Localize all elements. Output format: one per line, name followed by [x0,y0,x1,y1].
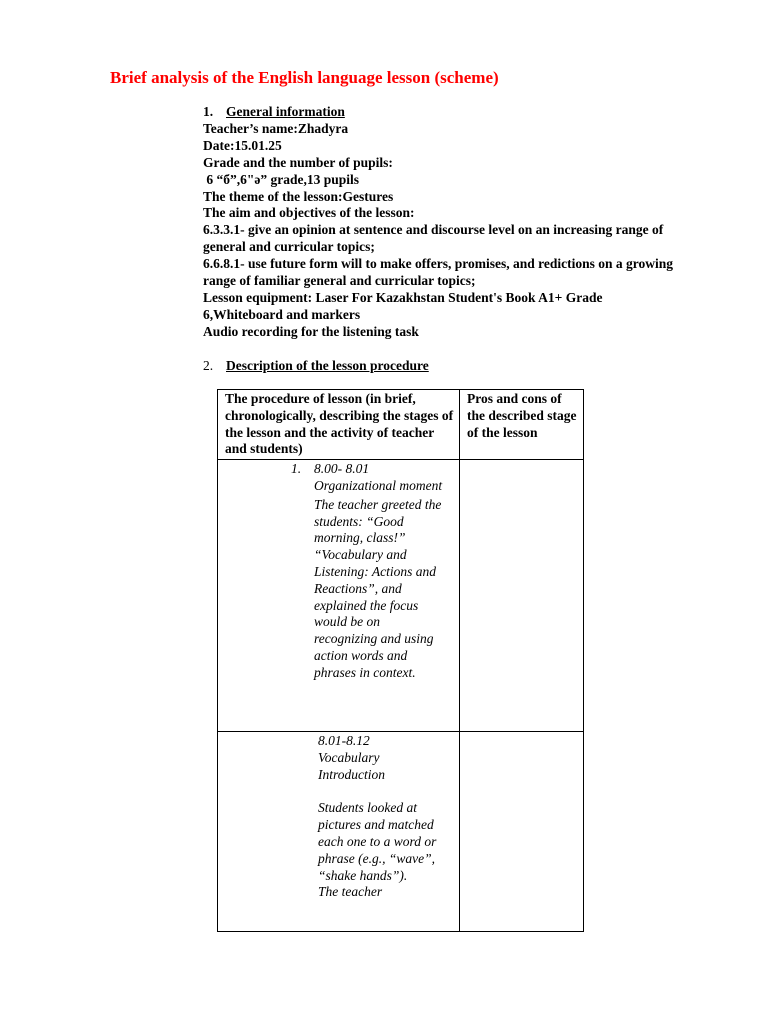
row2-text-continued: The teacher [318,884,383,900]
header-procedure: The procedure of lesson (in brief, chronologically, describing the stages of the lesson and the activity of teacher and students) [218,390,460,460]
objective-2: 6.6.8.1- use future form will to make offers, promises, and redictions on a growing range of familiar general and curricular topics; [203,256,673,289]
objective-1: 6.3.3.1- give an opinion at sentence and discourse level on an increasing range of general and curricular topics; [203,222,664,255]
document-title: Brief analysis of the English language lesson (scheme) [110,68,499,87]
general-information-section [203,104,703,341]
audio-equipment: Audio recording for the listening task [203,323,419,339]
pros-cons-cell-1 [460,460,584,732]
lesson-procedure-table [217,389,584,932]
pros-cons-cell-2 [460,732,584,932]
grade-value: 6 “б”,6"ә” grade,13 pupils [203,171,360,187]
section2-heading-line [203,358,429,374]
row1-time: 8.00- 8.01 [314,461,370,477]
teacher-name: Teacher’s name:Zhadyra [203,120,349,136]
table-header-row [218,390,584,460]
section2-heading: Description of the lesson procedure [226,358,429,373]
procedure-cell-1 [218,460,460,732]
row1-number: 1. [291,461,302,477]
row2-stage: Vocabulary Introduction [318,749,385,782]
section1-heading-line [203,104,703,121]
lesson-equipment: Lesson equipment: Laser For Kazakhstan Student's Book A1+ Grade 6,Whiteboard and markers [203,289,603,322]
procedure-cell-2 [218,732,460,932]
section1-number: 1. [203,104,214,119]
table-row [218,732,584,932]
row1-stage: Organizational moment [314,477,443,493]
section2-number: 2. [203,358,214,373]
aim-label: The aim and objectives of the lesson: [203,205,415,221]
lesson-date: Date:15.01.25 [203,137,282,153]
section1-heading: General information [226,104,345,119]
header-pros-cons: Pros and cons of the described stage of the lesson [460,390,584,460]
row1-text: The teacher greeted the students: “Good morning, class!” “Vocabulary and Listening: Actions and Reactions”, and explained the focus would be on recognizing and using action words and phrases in context. [314,496,442,680]
row2-text: Students looked at pictures and matched each one to a word or phrase (e.g., “wave”, “shake hands”). [318,800,437,883]
row2-time: 8.01-8.12 [318,733,370,749]
table-row [218,460,584,732]
lesson-theme: The theme of the lesson:Gestures [203,188,394,204]
grade-label: Grade and the number of pupils: [203,154,393,170]
